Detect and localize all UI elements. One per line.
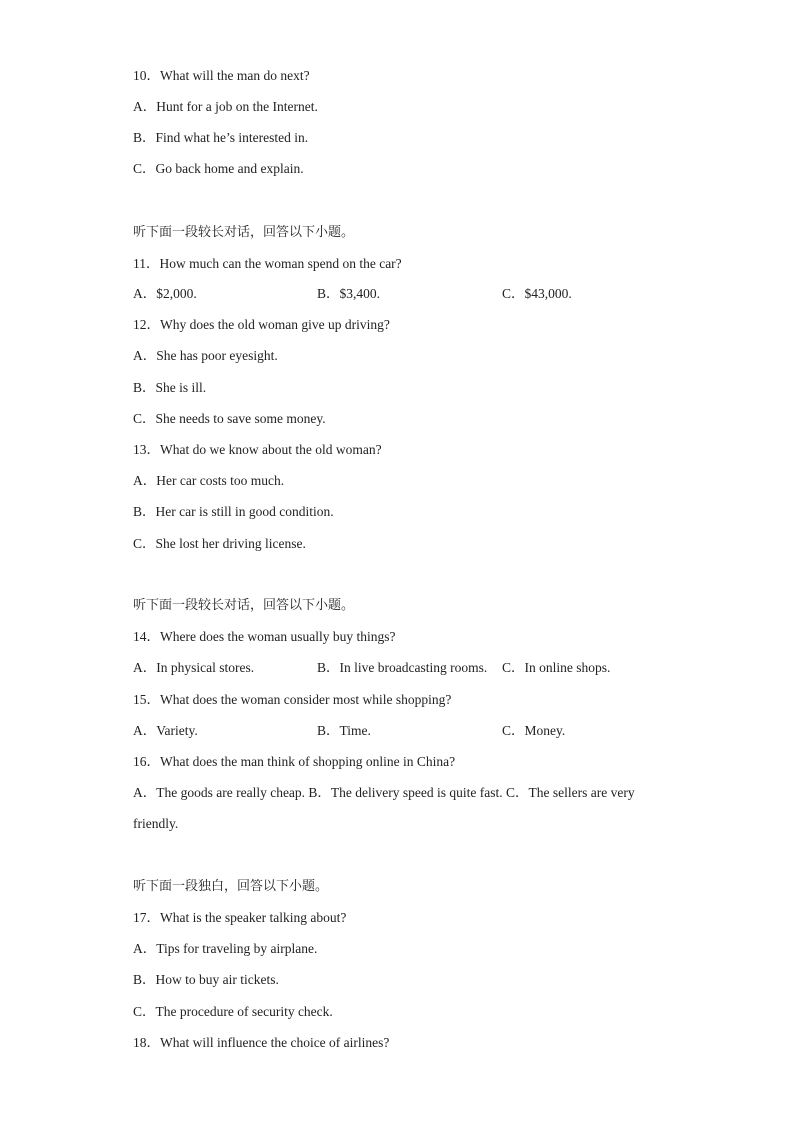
question-18: 18．What will influence the choice of airlines? [133,1035,390,1050]
q13-option-c: C．She lost her driving license. [133,536,306,551]
q15-option-c: C．Money. [502,723,566,738]
question-16: 16．What does the man think of shopping online in China? [133,754,456,769]
q13-option-b: B．Her car is still in good condition. [133,504,334,519]
q16-options-line-2: friendly. [133,816,179,831]
q14-option-b: B．In live broadcasting rooms. [317,660,488,675]
q10-option-c: C．Go back home and explain. [133,161,304,176]
q10-option-a: A．Hunt for a job on the Internet. [133,99,318,114]
q11-option-b: B．$3,400. [317,286,381,301]
question-17: 17．What is the speaker talking about? [133,910,347,925]
q11-option-a: A．$2,000. [133,286,197,301]
question-14: 14．Where does the woman usually buy things? [133,629,396,644]
q15-option-a: A．Variety. [133,723,198,738]
q15-option-b: B．Time. [317,723,371,738]
q12-option-a: A．She has poor eyesight. [133,348,278,363]
q16-options-line-1: A．The goods are really cheap. B．The delivery speed is quite fast. C．The sellers are very [133,785,635,800]
q14-option-a: A．In physical stores. [133,660,255,675]
question-15: 15．What does the woman consider most while shopping? [133,692,452,707]
section-heading-monologue: 听下面一段独白，回答以下小题。 [133,879,329,894]
question-13: 13．What do we know about the old woman? [133,442,382,457]
q17-option-b: B．How to buy air tickets. [133,972,279,987]
section-heading-dialogue-1: 听下面一段较长对话，回答以下小题。 [133,225,355,240]
q13-option-a: A．Her car costs too much. [133,473,285,488]
question-11: 11．How much can the woman spend on the car? [133,256,402,271]
question-10: 10．What will the man do next? [133,68,310,83]
q17-option-a: A．Tips for traveling by airplane. [133,941,318,956]
section-heading-dialogue-2: 听下面一段较长对话，回答以下小题。 [133,598,355,613]
q12-option-c: C．She needs to save some money. [133,411,326,426]
question-12: 12．Why does the old woman give up driving? [133,317,390,332]
q10-option-b: B．Find what he’s interested in. [133,130,309,145]
q17-option-c: C．The procedure of security check. [133,1004,333,1019]
q12-option-b: B．She is ill. [133,380,207,395]
q14-option-c: C．In online shops. [502,660,611,675]
q11-option-c: C．$43,000. [502,286,572,301]
